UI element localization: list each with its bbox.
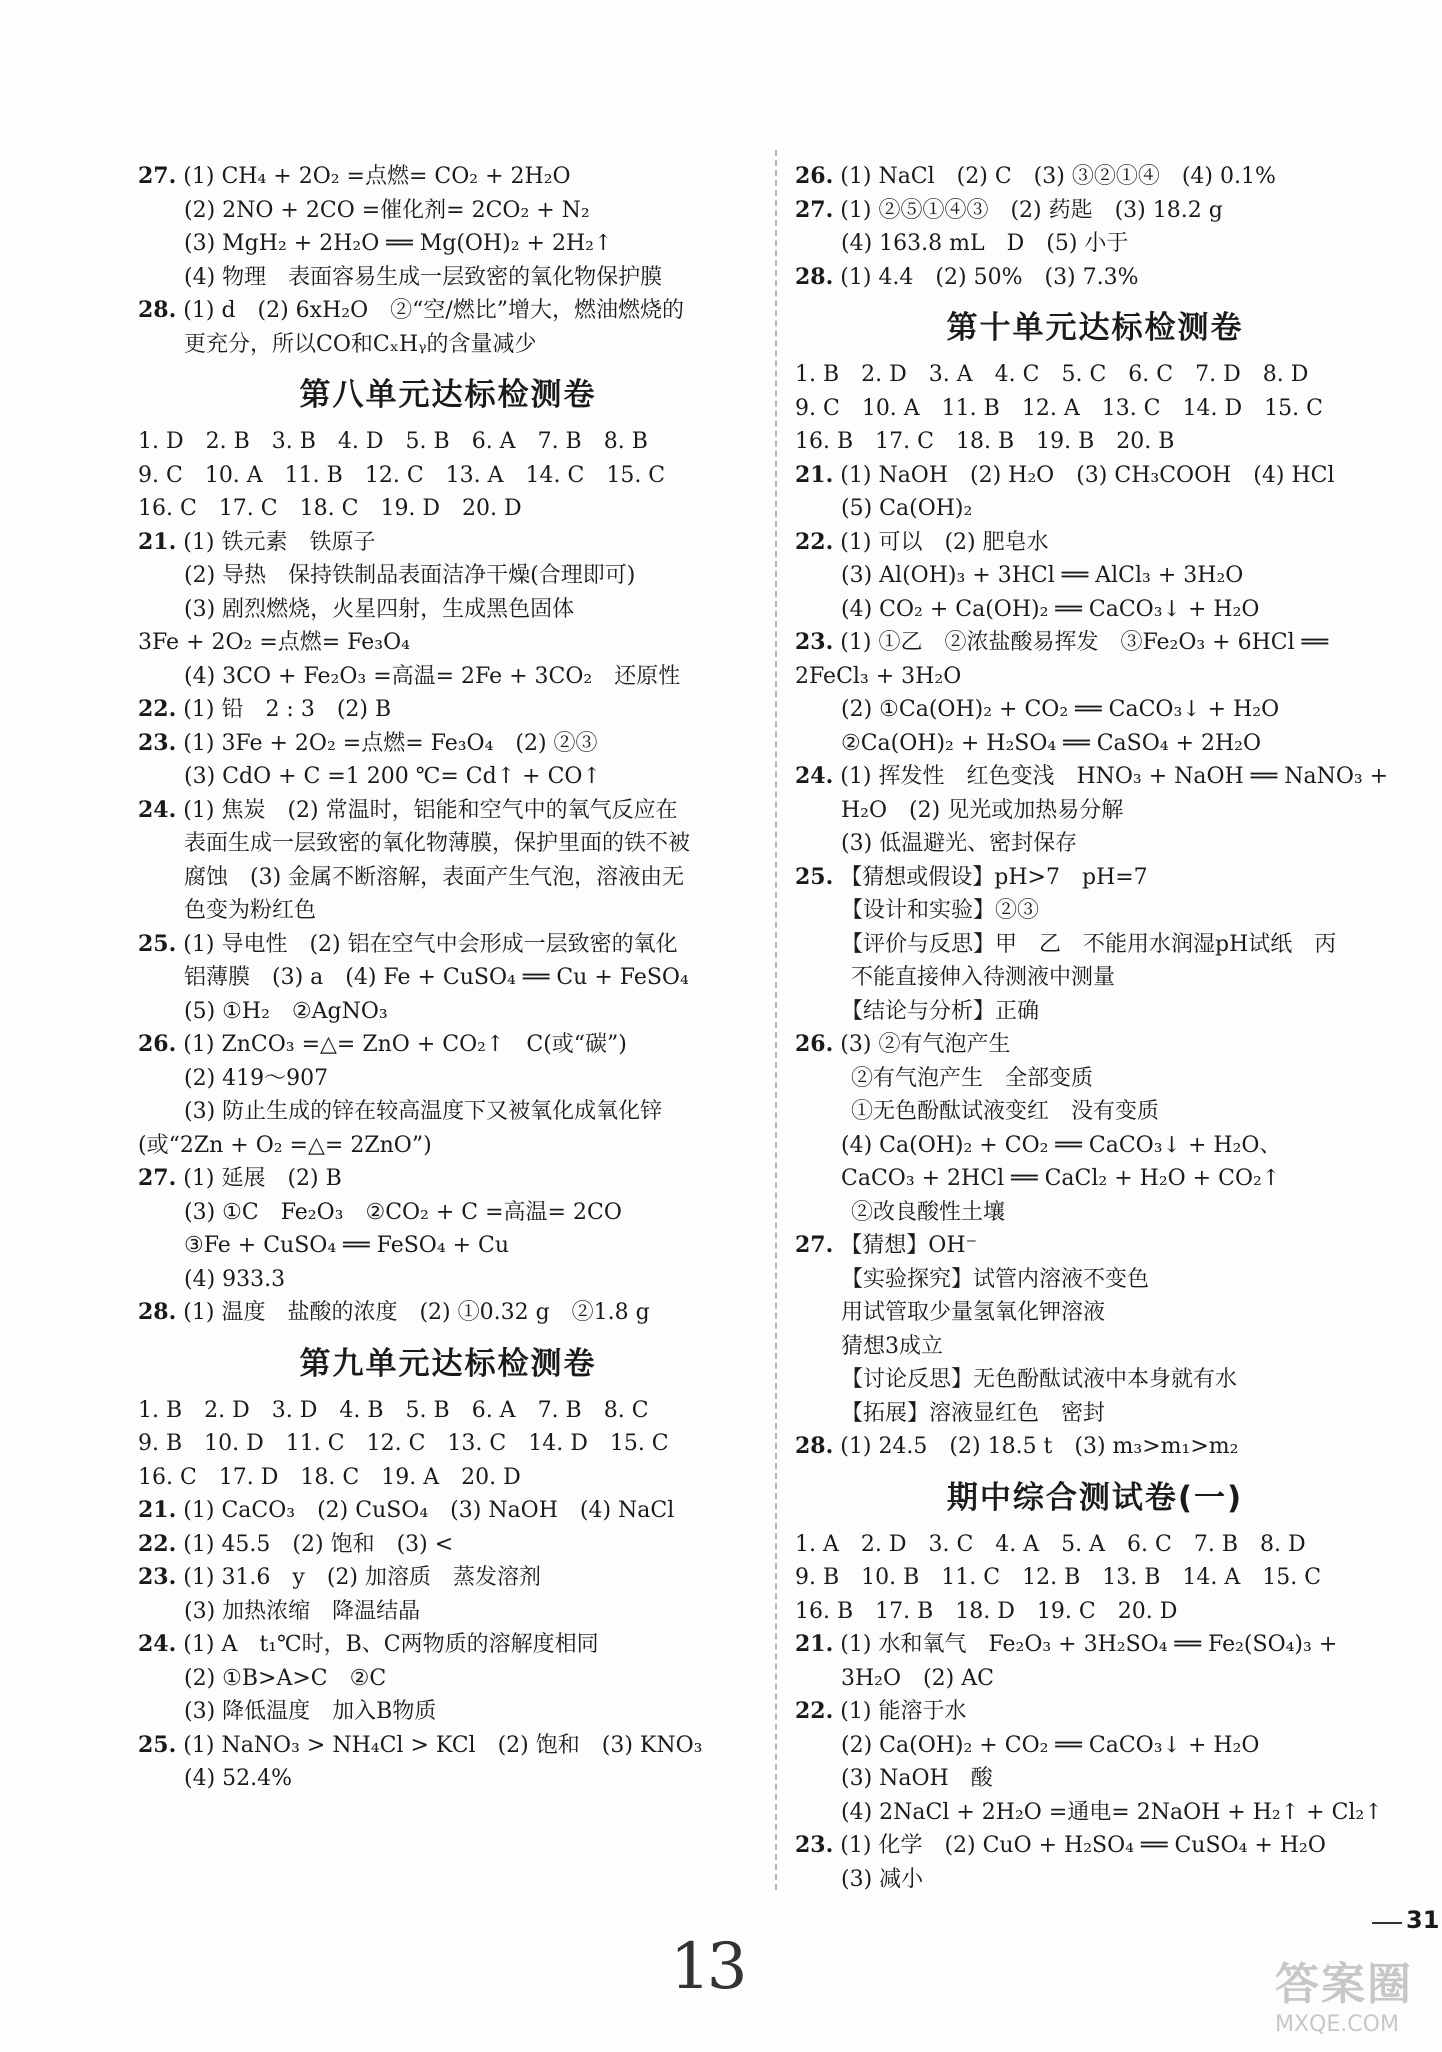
answer-text: (1) 导电性 (2) 铝在空气中会形成一层致密的氧化 [183, 931, 678, 957]
answer-line [795, 160, 1395, 194]
question-number: 27. [138, 1165, 177, 1191]
answer-text: (1) 铁元素 铁原子 [183, 529, 376, 555]
answer-line: (4) 2NaCl + 2H₂O =通电= 2NaOH + H₂↑ + Cl₂↑ [841, 1799, 1383, 1825]
answer-line: 更充分，所以CO和CₓHᵧ的含量减少 [184, 331, 537, 357]
answer-line: 【拓展】溶液显红色 密封 [841, 1400, 1106, 1426]
answer-line [138, 693, 758, 727]
question-number: 21. [795, 1631, 834, 1657]
answer-line [795, 261, 1395, 295]
watermark-text: 答案圈 [1275, 1959, 1413, 2010]
answer-line: 色变为粉红色 [184, 898, 317, 923]
answer-key-row: 9. B 10. D 11. C 12. C 13. C 14. D 15. C [138, 1431, 669, 1456]
answer-line [795, 626, 1395, 660]
answer-text: (1) 31.6 y (2) 加溶质 蒸发溶剂 [183, 1565, 542, 1590]
answer-line [795, 1229, 1395, 1263]
answer-key-row: 16. C 17. D 18. C 19. A 20. D [138, 1464, 521, 1490]
question-number: 28. [795, 263, 834, 290]
question-number: 28. [795, 1433, 834, 1459]
answer-text: (1) NaCl (2) C (3) ③②①④ (4) 0.1% [840, 164, 1276, 189]
question-number: 23. [795, 1832, 834, 1858]
answer-line: 【讨论反思】无色酚酞试液中本身就有水 [841, 1367, 1238, 1392]
answer-key-row: 9. C 10. A 11. B 12. C 13. A 14. C 15. C [138, 462, 666, 488]
answer-line [795, 459, 1395, 493]
answer-key-row: 16. B 17. C 18. B 19. B 20. B [795, 429, 1175, 454]
answer-line [138, 1028, 758, 1062]
answer-line: 【设计和实验】②③ [841, 898, 1040, 923]
answer-line: (5) Ca(OH)₂ [841, 496, 973, 521]
answer-text: (1) 挥发性 红色变浅 HNO₃ + NaOH ══ NaNO₃ + [840, 764, 1389, 789]
answer-line: (5) ①H₂ ②AgNO₃ [184, 998, 388, 1024]
answer-line: (2) 419～907 [184, 1065, 329, 1091]
question-number: 27. [795, 1232, 834, 1258]
answer-text: (1) 焦炭 (2) 常温时，铝能和空气中的氧气反应在 [183, 797, 678, 823]
answer-key-row: 1. A 2. D 3. C 4. A 5. A 6. C 7. B 8. D [795, 1531, 1306, 1557]
answer-line [138, 1628, 758, 1662]
answer-line [138, 727, 758, 761]
answer-line: (2) ①B>A>C ②C [184, 1665, 387, 1691]
question-number: 27. [138, 163, 177, 189]
answer-line: 3H₂O (2) AC [841, 1665, 994, 1691]
question-number: 23. [138, 729, 177, 756]
question-number: 26. [138, 1031, 177, 1057]
answer-line: (3) 剧烈燃烧，火星四射，生成黑色固体 [184, 596, 575, 622]
question-number: 21. [795, 461, 834, 488]
answer-line: 【结论与分析】正确 [841, 998, 1040, 1024]
answer-text: (1) A t₁℃时，B、C两物质的溶解度相同 [183, 1632, 599, 1657]
answer-text: (1) 铅 2 : 3 (2) B [183, 697, 392, 722]
answer-line: (4) 52.4% [184, 1766, 293, 1791]
answer-key-row: 9. C 10. A 11. B 12. A 13. C 14. D 15. C [795, 395, 1323, 421]
question-number: 22. [138, 1530, 177, 1557]
answer-line [795, 1695, 1395, 1729]
answer-text: (1) NaNO₃ > NH₄Cl > KCl (2) 饱和 (3) KNO₃ [183, 1732, 703, 1758]
page-number: 31 [1406, 1906, 1440, 1934]
answer-line [795, 861, 1395, 895]
answer-line: (4) 163.8 mL D (5) 小于 [841, 231, 1129, 256]
answer-text: (1) CaCO₃ (2) CuSO₄ (3) NaOH (4) NaCl [183, 1498, 675, 1523]
answer-line: (3) CdO + C =1 200 ℃= Cd↑ + CO↑ [184, 764, 601, 789]
question-number: 22. [795, 1698, 834, 1724]
answer-line: ②改良酸性土壤 [851, 1199, 1006, 1225]
answer-line [138, 1729, 758, 1763]
answer-line: 腐蚀 (3) 金属不断溶解，表面产生气泡，溶液由无 [184, 864, 685, 890]
answer-line: ②Ca(OH)₂ + H₂SO₄ ══ CaSO₄ + 2H₂O [841, 730, 1262, 756]
answer-text: (1) NaOH (2) H₂O (3) CH₃COOH (4) HCl [840, 462, 1335, 488]
answer-key-row: 16. B 17. B 18. D 19. C 20. D [795, 1598, 1178, 1624]
answer-line: ②有气泡产生 全部变质 [851, 1065, 1094, 1091]
answer-text: (1) ②⑤①④③ (2) 药匙 (3) 18.2 g [840, 197, 1223, 223]
answer-line: ③Fe + CuSO₄ ══ FeSO₄ + Cu [184, 1233, 510, 1258]
section-heading: 第八单元达标检测卷 [299, 377, 597, 413]
answer-line: (2) 2NO + 2CO =催化剂= 2CO₂ + N₂ [184, 197, 590, 223]
answer-line: (3) 低温避光、密封保存 [841, 831, 1078, 856]
question-number: 24. [138, 1631, 177, 1657]
answer-text: (1) 45.5 (2) 饱和 (3) < [183, 1531, 454, 1557]
answer-key-row: 1. B 2. D 3. D 4. B 5. B 6. A 7. B 8. C [138, 1397, 649, 1423]
question-number: 24. [138, 796, 177, 823]
answer-line [138, 1528, 758, 1562]
answer-text: (1) ①乙 ②浓盐酸易挥发 ③Fe₂O₃ + 6HCl ══ [840, 630, 1329, 655]
answer-line [795, 1430, 1395, 1464]
answer-line: (3) 减小 [841, 1866, 924, 1892]
answer-text: (3) ②有气泡产生 [840, 1032, 1011, 1057]
answer-line: (2) ①Ca(OH)₂ + CO₂ ══ CaCO₃↓ + H₂O [841, 697, 1280, 722]
answer-line: (3) 防止生成的锌在较高温度下又被氧化成氧化锌 [184, 1099, 663, 1124]
answer-line [138, 294, 758, 328]
question-number: 21. [138, 1497, 177, 1523]
answer-line [138, 160, 758, 194]
section-heading: 期中综合测试卷(一) [946, 1479, 1244, 1516]
answer-line: 铝薄膜 (3) a (4) Fe + CuSO₄ ══ Cu + FeSO₄ [184, 965, 689, 990]
answer-text: (1) ZnCO₃ =△= ZnO + CO₂↑ C(或“碳”) [183, 1032, 627, 1057]
answer-line: (4) Ca(OH)₂ + CO₂ ══ CaCO₃↓ + H₂O、 [841, 1132, 1282, 1158]
handwritten-number: 13 [670, 1930, 744, 2004]
answer-key-row: (或“2Zn + O₂ =△= 2ZnO”) [138, 1132, 432, 1158]
answer-line [795, 760, 1395, 794]
answer-text: (1) CH₄ + 2O₂ =点燃= CO₂ + 2H₂O [183, 164, 571, 189]
answer-line: (4) 933.3 [184, 1266, 286, 1292]
question-number: 27. [795, 196, 834, 223]
answer-line [138, 1494, 758, 1528]
answer-line [795, 1829, 1395, 1863]
answer-line [138, 1296, 758, 1330]
answer-text: (1) 能溶于水 [840, 1699, 967, 1724]
answer-text: (1) 4.4 (2) 50% (3) 7.3% [840, 264, 1139, 290]
answer-line [138, 526, 758, 560]
answer-text: (1) 可以 (2) 肥皂水 [840, 529, 1049, 555]
answer-line [138, 794, 758, 828]
question-number: 25. [138, 1731, 177, 1758]
question-number: 25. [138, 930, 177, 957]
question-number: 28. [138, 1299, 177, 1325]
answer-text: 【猜想】OH⁻ [840, 1233, 978, 1258]
answer-line: (3) ①C Fe₂O₃ ②CO₂ + C =高温= 2CO [184, 1199, 622, 1225]
answer-line: 不能直接伸入待测液中测量 [851, 965, 1116, 990]
answer-key-row: 16. C 17. C 18. C 19. D 20. D [138, 496, 522, 521]
question-number: 24. [795, 763, 834, 789]
answer-line [138, 1162, 758, 1196]
answer-text: (1) 温度 盐酸的浓度 (2) ①0.32 g ②1.8 g [183, 1300, 650, 1325]
watermark-url: MXQE.COM [1275, 2012, 1399, 2037]
answer-text: 【猜想或假设】pH>7 pH=7 [840, 864, 1148, 890]
answer-line: (3) Al(OH)₃ + 3HCl ══ AlCl₃ + 3H₂O [841, 563, 1244, 588]
answer-text: (1) d (2) 6xH₂O ②“空/燃比”增大，燃油燃烧的 [183, 298, 685, 323]
answer-text: (1) 延展 (2) B [183, 1166, 342, 1191]
answer-line [795, 194, 1395, 228]
answer-line: 表面生成一层致密的氧化物薄膜，保护里面的铁不被 [184, 831, 691, 856]
answer-line [795, 1628, 1395, 1662]
question-number: 22. [138, 696, 177, 722]
answer-key-row: 1. B 2. D 3. A 4. C 5. C 6. C 7. D 8. D [795, 362, 1309, 387]
answer-line: (2) 导热 保持铁制品表面洁净干燥(合理即可) [184, 563, 636, 588]
answer-key-row: 9. B 10. B 11. C 12. B 13. B 14. A 15. C [795, 1565, 1322, 1590]
answer-line: 猜想3成立 [841, 1333, 943, 1359]
answer-line: 【评价与反思】甲 乙 不能用水润湿pH试纸 丙 [841, 931, 1337, 957]
answer-line: (4) CO₂ + Ca(OH)₂ ══ CaCO₃↓ + H₂O [841, 596, 1260, 622]
question-number: 23. [795, 629, 834, 655]
answer-line: (3) 加热浓缩 降温结晶 [184, 1598, 421, 1624]
answer-line [795, 526, 1395, 560]
question-number: 23. [138, 1564, 177, 1590]
column-divider [775, 150, 778, 1890]
answer-text: (1) 水和氧气 Fe₂O₃ + 3H₂SO₄ ══ Fe₂(SO₄)₃ + [840, 1632, 1338, 1657]
answer-line: (3) NaOH 酸 [841, 1766, 993, 1791]
section-heading: 第九单元达标检测卷 [299, 1345, 597, 1382]
answer-line [795, 1028, 1395, 1062]
question-number: 26. [795, 163, 834, 189]
answer-line: (4) 3CO + Fe₂O₃ =高温= 2Fe + 3CO₂ 还原性 [184, 663, 681, 689]
answer-line: CaCO₃ + 2HCl ══ CaCl₂ + H₂O + CO₂↑ [841, 1166, 1281, 1191]
answer-line: (3) MgH₂ + 2H₂O ══ Mg(OH)₂ + 2H₂↑ [184, 231, 613, 256]
answer-key-row: 1. D 2. B 3. B 4. D 5. B 6. A 7. B 8. B [138, 429, 648, 454]
answer-text: (1) 3Fe + 2O₂ =点燃= Fe₃O₄ (2) ②③ [183, 730, 598, 756]
question-number: 22. [795, 528, 834, 555]
question-number: 26. [795, 1031, 834, 1057]
answer-key-row: 3Fe + 2O₂ =点燃= Fe₃O₄ [138, 630, 410, 655]
answer-line: (2) Ca(OH)₂ + CO₂ ══ CaCO₃↓ + H₂O [841, 1732, 1260, 1758]
answer-text: (1) 化学 (2) CuO + H₂SO₄ ══ CuSO₄ + H₂O [840, 1833, 1326, 1858]
answer-line: 【实验探究】试管内溶液不变色 [841, 1266, 1150, 1292]
footer-dash [1372, 1922, 1402, 1924]
question-number: 21. [138, 528, 177, 555]
answer-key-row: 2FeCl₃ + 3H₂O [795, 663, 962, 689]
answer-line [138, 928, 758, 962]
question-number: 28. [138, 297, 177, 323]
answer-text: (1) 24.5 (2) 18.5 t (3) m₃>m₁>m₂ [840, 1434, 1239, 1459]
right-column [795, 160, 1395, 1896]
answer-line: (3) 降低温度 加入B物质 [184, 1699, 437, 1724]
section-heading: 第十单元达标检测卷 [946, 310, 1244, 346]
answer-line: 用试管取少量氢氧化钾溶液 [841, 1300, 1106, 1325]
question-number: 25. [795, 863, 834, 890]
answer-line: ①无色酚酞试液变红 没有变质 [851, 1099, 1160, 1124]
answer-line [138, 1561, 758, 1595]
answer-line: H₂O (2) 见光或加热易分解 [841, 797, 1124, 823]
watermark-logo [1275, 1948, 1435, 2048]
answer-line: (4) 物理 表面容易生成一层致密的氧化物保护膜 [184, 264, 663, 290]
left-column [138, 160, 758, 1796]
